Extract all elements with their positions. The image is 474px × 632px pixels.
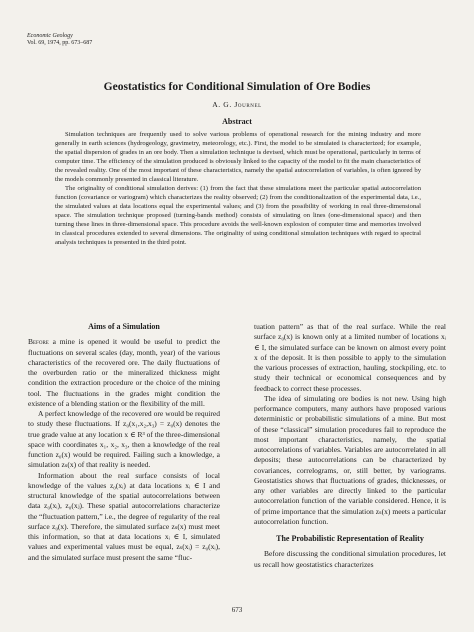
section-heading-probabilistic: The Probabilistic Representation of Reality	[276, 534, 424, 543]
body-paragraph: Information about the real surface consists of local knowledge of the values z₀(xᵢ) at data locations xᵢ ∈ I and structural knowledge of the spatial autocorrelations between data z₀(xᵢ), z₀(xⱼ). These spatial autocorrelations characterize the “fluctuation pattern,” i.e., the degree of regularity of the real surface z₀(x). Therefore, the simulated surface zₛ(x) must meet this information, so that at data locations xᵢ ∈ I, simulated values and experimental values must be equal, zₛ(xᵢ) = z₀(xᵢ), and the simulated surface must present the same “fluc-	[28, 470, 220, 562]
journal-header	[27, 33, 92, 47]
abstract-heading: Abstract	[222, 117, 252, 126]
abstract-paragraph: The originality of conditional simulation derives: (1) from the fact that these simulations meet the particular spatial autocorrelation function (covariance or variogram) which characterizes the reality observed; (2) from the conditionalization of the experimental data, i.e., the simulated values at data locations equal the experimental values; and (3) from the possibility of working in real three-dimensional space. The simulation technique proposed (turning-bands method) consists of simulating on lines (one-dimensional space) and then turning these lines in three-dimensional space. This procedure avoids the well-known explosion of computer time and memories involved in classical procedures extended to several dimensions. The originality of using conditional simulation techniques with regard to spectral analysis techniques is presented in the third point.	[55, 185, 421, 246]
right-column	[254, 322, 446, 570]
body-paragraph: Before discussing the conditional simulation procedures, let us recall how geostatistics characterizes	[254, 549, 446, 569]
body-paragraph	[28, 337, 220, 409]
abstract-paragraph: Simulation techniques are frequently used to solve various problems of operational research for the mining industry and more generally in earth sciences (hydrogeology, gravimetry, meteorology, etc.). First, the model to be simulated is characterized; for example, the spatial dispersion of grades in an ore body. Then a simulation technique is devised, which must be operational, particularly in terms of computer time. The efficiency of the simulation produced is obviously linked to the capacity of the model to fit the main characteristics of the revealed reality. One of the most important of these characteristics, namely the spatial autocorrelation of variables, is often ignored by the models commonly presented in classical literature.	[55, 131, 421, 183]
body-paragraph: tuation pattern” as that of the real surface. While the real surface z₀(x) is known only at a limited number of locations xᵢ ∈ I, the simulated surface can be known on almost every point x of the deposit. It is then possible to apply to the simulation the various processes of extraction, hauling, stockpiling, etc. to study their technical or economical consequences and by feedback to correct these processes.	[254, 322, 446, 393]
paper-author: A. G. Journel	[212, 100, 262, 109]
left-column	[28, 322, 220, 563]
body-paragraph: A perfect knowledge of the recovered ore would be required to study these fluctuations. If z₀(x₁,x₂,x₃) = z₀(x) denotes the true grade value at any location x ∈ R³ of the three-dimensional space with coordinates x₁, x₂, x₃, then a knowledge of the real function z₀(x) would be required. Failing such a knowledge, a simulation zₛ(x) of that reality is needed.	[28, 409, 220, 470]
abstract-body	[55, 130, 421, 247]
journal-volume: Vol. 69, 1974, pp. 673–687	[27, 40, 93, 46]
lead-word: Before	[28, 337, 49, 347]
journal-name: Economic Geology	[27, 33, 73, 39]
paper-title: Geostatistics for Conditional Simulation of Ore Bodies	[103, 81, 371, 93]
body-paragraph-text: a mine is opened it would be useful to predict the fluctuations on several scales (day, month, year) of the various characteristics of the recovered ore. The daily fluctuations of the overburden ratio or the mineralized thickness might condition the extraction procedure or the choice of the mining tool. The fluctuations in the grades might condition the existence of a blending station or the flexibility of the mill.	[28, 337, 220, 408]
section-heading-aims: Aims of a Simulation	[88, 322, 160, 331]
body-paragraph: The idea of simulating ore bodies is not new. Using high performance computers, many authors have proposed various deterministic or probabilistic simulations of a mine. But most of these “classical” simulation procedures fail to reproduce the most important characteristics, namely, the spatial autocorrelations of variables. Variables are autocorrelated in all deposits; these autocorrelations can be characterized by covariances, correlograms, or, still better, by variograms. Geostatistics shows that fluctuations of grades, thicknesses, or any other variables are directly linked to the particular autocorrelation function of the variable considered. Hence, it is of prime importance that the simulation zₛ(x) meets a particular autocorrelation function.	[254, 393, 446, 526]
page-number: 673	[231, 606, 243, 614]
